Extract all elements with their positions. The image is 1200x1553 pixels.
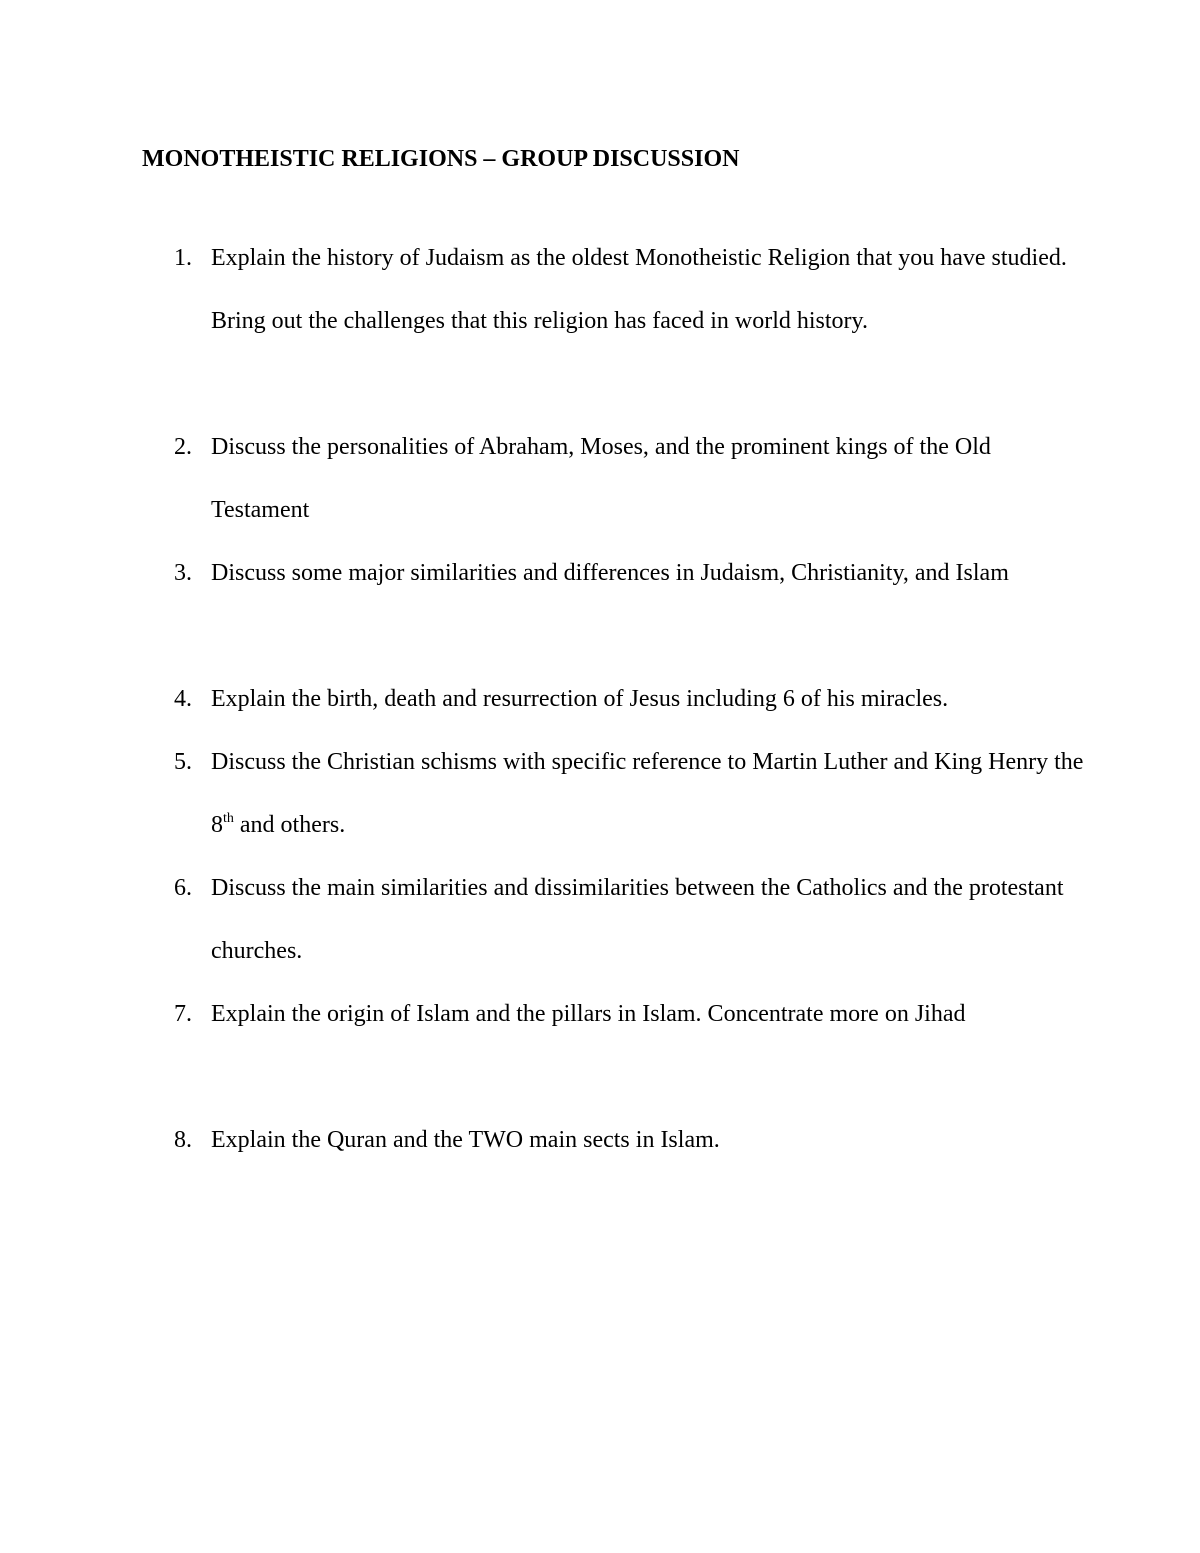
ordinal-superscript: th xyxy=(223,811,234,826)
question-text: Explain the Quran and the TWO main sects in Islam. xyxy=(211,1127,720,1153)
question-number: 7. xyxy=(174,1001,192,1027)
question-text: Discuss the personalities of Abraham, Moses, and the prominent kings of the Old Testament xyxy=(211,434,991,523)
document-title: MONOTHEISTIC RELIGIONS – GROUP DISCUSSION xyxy=(142,146,740,172)
question-number: 1. xyxy=(174,245,192,271)
question-text: Discuss the main similarities and dissimilarities between the Catholics and the protestant churches. xyxy=(211,875,1064,964)
question-text-main: Discuss the Christian schisms with specific reference to Martin Luther and King Henry the 8 xyxy=(211,749,1084,838)
question-number: 3. xyxy=(174,560,192,586)
question-text: Discuss some major similarities and differences in Judaism, Christianity, and Islam xyxy=(211,560,1009,586)
question-text: Explain the history of Judaism as the oldest Monotheistic Religion that you have studied. Bring out the challenges that this religion has faced in world history. xyxy=(211,245,1067,334)
question-number: 5. xyxy=(174,749,192,775)
question-number: 8. xyxy=(174,1127,192,1153)
question-text: Explain the origin of Islam and the pillars in Islam. Concentrate more on Jihad xyxy=(211,1001,966,1027)
question-text: Explain the birth, death and resurrection of Jesus including 6 of his miracles. xyxy=(211,686,949,712)
question-number: 2. xyxy=(174,434,192,460)
question-text-tail: and others. xyxy=(233,812,346,838)
question-number: 6. xyxy=(174,875,192,901)
question-text xyxy=(211,731,1091,857)
question-number: 4. xyxy=(174,686,192,712)
